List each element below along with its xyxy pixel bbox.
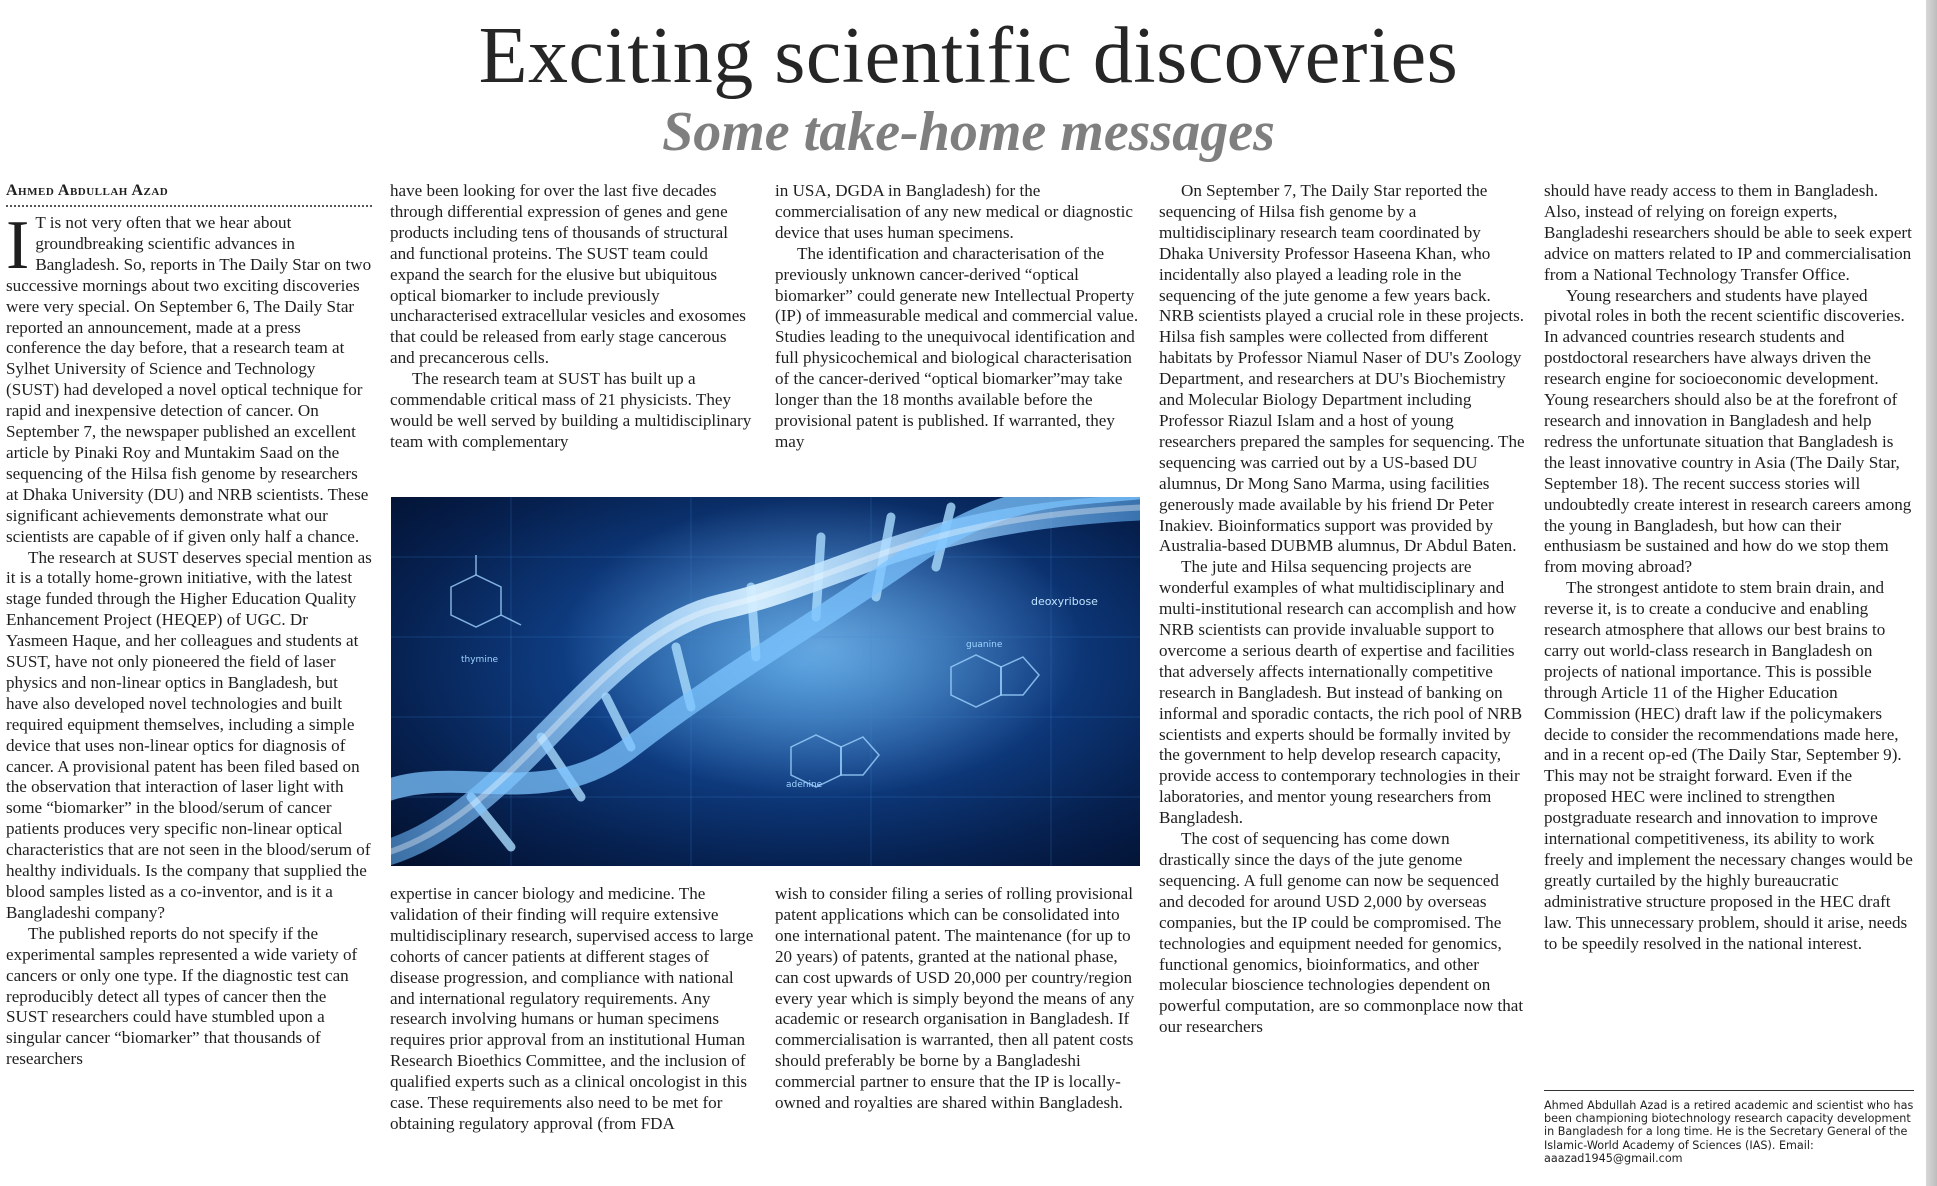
paragraph: The cost of sequencing has come down drastically since the days of the jute genome sequencing. A full genome can now be sequenced and decoded for around USD 2,000 by overseas companies, but the IP could be compromised. The technologies and equipment needed for genomics, functional genomics, bioinformatics, and other molecular bioscience technologies dependent on powerful computation, are so commonplace now that our researchers	[1159, 829, 1524, 1037]
dna-photo	[391, 497, 1140, 866]
column-5	[1544, 181, 1914, 955]
column-1	[6, 181, 372, 1070]
dropcap: I	[6, 207, 30, 284]
column-3-top	[775, 181, 1141, 453]
dna-helix-illustration	[391, 497, 1140, 866]
column-2-top	[390, 181, 754, 453]
paragraph: The research at SUST deserves special mention as it is a totally home-grown initiative, with the latest stage funded through the Higher Education Quality Enhancement Project (HEQEP) of UGC. Dr Yasmeen Haque, and her colleagues and students at SUST, have not only pioneered the field of laser physics and non-linear optics in Bangladesh, but have also developed novel technologies and built required equipment themselves, including a simple device that uses non-linear optics for diagnosis of cancer. A provisional patent has been filed based on the observation that interaction of laser light with some “biomarker” in the blood/serum of cancer patients produces very specific non-linear optical characteristics that are not seen in the blood/serum of healthy individuals. Is the company that supplied the blood samples listed as a co-inventor, and is it a Bangladeshi company?	[6, 547, 372, 922]
deoxyribose-label: deoxyribose	[1031, 595, 1098, 608]
paragraph: Young researchers and students have played pivotal roles in both the recent scientific discoveries. In advanced countries research students and postdoctoral researchers have always driven the research engine for socioeconomic development. Young researchers should also be at the forefront of research and innovation in Bangladesh and help redress the unfortunate situation that Bangladesh is the least innovative country in Asia (The Daily Star, September 18). The recent success stories will undoubtedly create interest in research careers among the young in Bangladesh, but how can their enthusiasm be sustained and how do we stop them from moving abroad?	[1544, 285, 1912, 577]
paragraph: The identification and characterisation of the previously unknown cancer-derived “optical biomarker” could generate new Intellectual Property (IP) of immeasurable medical and commercial value. Studies leading to the unequivocal identification and full physicochemical and biological characterisation of the cancer-derived “optical biomarker”may take longer than the 18 months available before the provisional patent is published. If warranted, they may	[775, 243, 1139, 451]
paragraph	[6, 207, 372, 548]
paragraph: wish to consider filing a series of rolling provisional patent applications which can be consolidated into one international patent. The maintenance (for up to 20 years) of patents, granted at the national phase, can cost upwards of USD 20,000 per country/region every year which is simply beyond the means of any academic or research organisation in Bangladesh. If commercialisation is warranted, then all patent costs should preferably be borne by a Bangladeshi commercial partner to ensure that the IP is locally-owned and royalties are shared within Bangladesh.	[775, 884, 1135, 1113]
subheadline: Some take-home messages	[662, 101, 1275, 163]
column-2-bottom	[390, 884, 754, 1135]
column-4	[1159, 181, 1525, 1038]
paragraph: The research team at SUST has built up a commendable critical mass of 21 physicists. They would be well served by building a multidisciplinary team with complementary	[390, 369, 752, 451]
paragraph: should have ready access to them in Bangladesh. Also, instead of relying on foreign experts, Bangladeshi researchers should be able to seek expert advice on matters related to IP and commercialisation from a National Technology Transfer Office.	[1544, 181, 1912, 284]
paragraph: The jute and Hilsa sequencing projects are wonderful examples of what multidisciplinary and multi-institutional research can accomplish and how NRB scientists can provide invaluable support to overcome a serious dearth of expertise and facilities that adversely affects internationally competitive research in Bangladesh. But instead of banking on informal and sporadic contacts, the rich pool of NRB scientists and experts should be formally invited by the government to help develop research capacity, provide access to contemporary technologies in their laboratories, and mentor young researchers from Bangladesh.	[1159, 557, 1523, 828]
paragraph: On September 7, The Daily Star reported the sequencing of Hilsa fish genome by a multidisciplinary research team coordinated by Dhaka University Professor Haseena Khan, who incidentally also played a leading role in the sequencing of the jute genome a few years back. NRB scientists played a crucial role in these projects. Hilsa fish samples were collected from different habitats by Professor Niamul Naser of DU's Zoology Department, and researchers at DU's Biochemistry and Molecular Biology Department including Professor Riazul Islam and a host of young researchers prepared the samples for sequencing. The sequencing was carried out by a US-based DU alumnus, Dr Mong Sano Marma, using facilities generously made available by his friend Dr Peter Inakiev. Bioinformatics support was provided by Australia-based DUBMB alumnus, Dr Abdul Baten.	[1159, 181, 1525, 556]
headline: Exciting scientific discoveries	[478, 12, 1459, 100]
adenine-label: adenine	[786, 780, 823, 790]
paragraph: have been looking for over the last five decades through differential expression of genes and gene products including tens of thousands of structural and functional proteins. The SUST team could expand the search for the elusive but ubiquitous optical biomarker to include previously uncharacterised extracellular vesicles and exosomes that could be released from early stage cancerous and precancerous cells.	[390, 181, 746, 368]
paragraph: The published reports do not specify if the experimental samples represented a wide variety of cancers or only one type. If the diagnostic test can reproducibly detect all types of cancer then the SUST researchers could have stumbled upon a singular cancer “biomarker” that thousands of researchers	[6, 923, 358, 1069]
thymine-label: thymine	[461, 655, 499, 665]
column-3-bottom	[775, 884, 1141, 1114]
page-edge	[1926, 0, 1937, 1186]
byline: Ahmed Abdullah Azad	[6, 181, 372, 207]
paragraph: The strongest antidote to stem brain drain, and reverse it, is to create a conducive and enabling research atmosphere that allows our best brains to carry out world-class research in Bangladesh on projects of national importance. This is possible through Article 11 of the Higher Education Commission (HEC) draft law if the policymakers decide to consider the recommendations made here, and in a recent op-ed (The Daily Star, September 9). This may not be straight forward. Even if the proposed HEC were inclined to strengthen postgraduate research and innovation to improve international competitiveness, its ability to work freely and implement the necessary changes would be greatly curtailed by the highly bureaucratic administrative structure proposed in the HEC draft law. This unnecessary problem, should it arise, needs to be speedily resolved in the national interest.	[1544, 578, 1913, 953]
paragraph-text: T is not very often that we hear about groundbreaking scientific advances in Bangladesh. So, reports in The Daily Star on two successive mornings about two exciting discoveries were very special. On September 6, The Daily Star reported an announcement, made at a press conference the day before, that a research team at Sylhet University of Science and Technology (SUST) had developed a novel optical technique for rapid and inexpensive detection of cancer. On September 7, the newspaper published an excellent article by Pinaki Roy and Muntakim Saad on the sequencing of the Hilsa fish genome by researchers at Dhaka University (DU) and NRB scientists. These significant achievements demonstrate what our scientists are capable of if given only half a chance.	[6, 213, 372, 546]
author-footnote: Ahmed Abdullah Azad is a retired academic and scientist who has been championing biotechnology research capacity development in Bangladesh for a long time. He is the Secretary General of the Islamic-World Academy of Sciences (IAS). Email: aaazad1945@gmail.com	[1544, 1090, 1914, 1165]
paragraph: expertise in cancer biology and medicine. The validation of their finding will require extensive multidisciplinary research, supervised access to large cohorts of cancer patients at different stages of disease progression, and compliance with national and international regulatory requirements. Any research involving humans or human specimens requires prior approval from an institutional Human Research Bioethics Committee, and the inclusion of qualified experts such as a clinical oncologist in this case. These requirements also need to be met for obtaining regulatory approval (from FDA	[390, 884, 754, 1133]
paragraph: in USA, DGDA in Bangladesh) for the commercialisation of any new medical or diagnostic device that uses human specimens.	[775, 181, 1133, 242]
guanine-label: guanine	[966, 640, 1003, 650]
